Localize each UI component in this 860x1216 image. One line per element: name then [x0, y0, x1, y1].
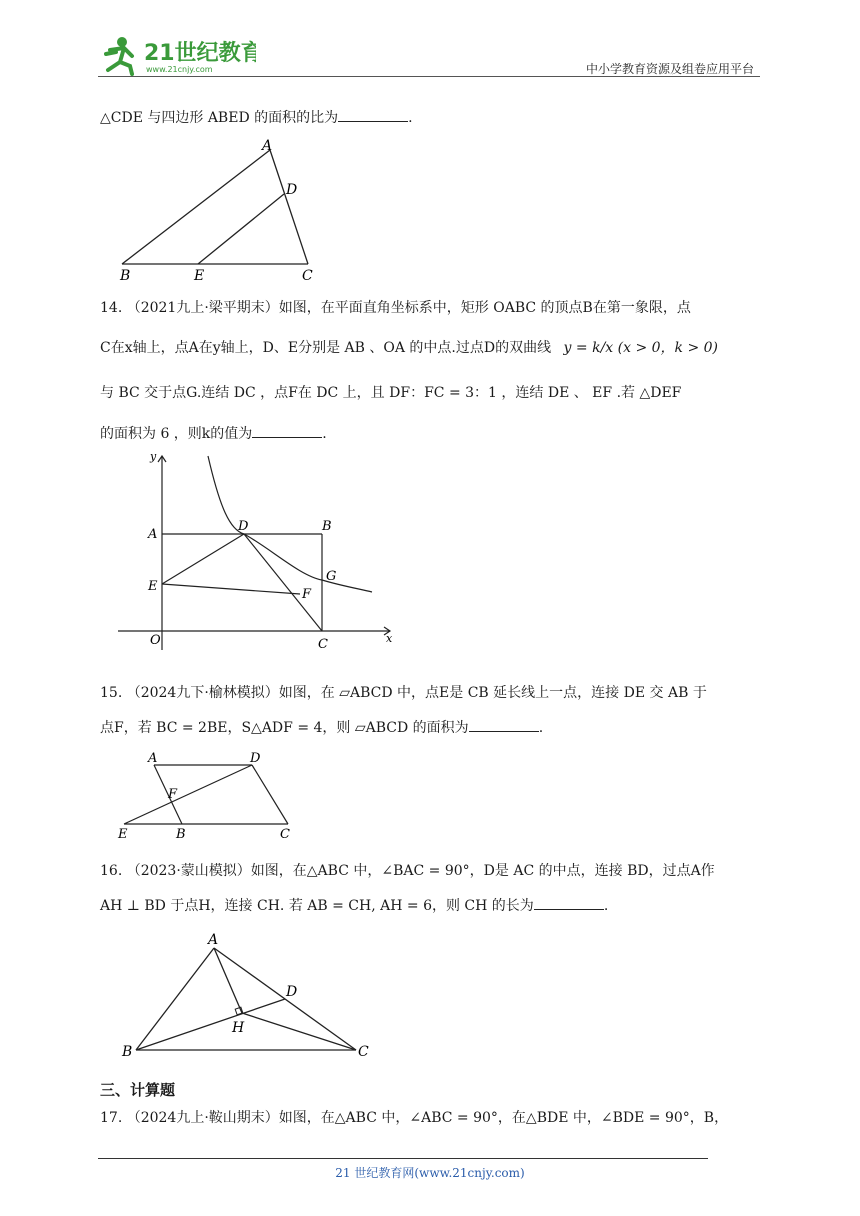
q14-end: . [322, 426, 327, 442]
logo-text: 21世纪教育 [144, 41, 256, 66]
q14-line4-wrap [100, 423, 760, 444]
q16-line2: AH ⊥ BD 于点H，连接 CH. 若 AB = CH, AH = 6，则 CH 的长为 [100, 898, 534, 914]
q16-line1: 16. （2023·蒙山模拟）如图，在△ABC 中，∠BAC = 90°，D是 AC 的中点，连接 BD，过点A作 [100, 863, 715, 879]
q14-line2 [100, 338, 760, 358]
q13-end: . [408, 110, 413, 126]
q13-line1: △CDE 与四边形 ABED 的面积的比为 [100, 110, 339, 126]
q15-line1: 15. （2024九下·榆林模拟）如图，在 ▱ABCD 中，点E是 CB 延长线上一点，连接 DE 交 AB 于 [100, 685, 707, 701]
answer-blank[interactable] [469, 717, 539, 732]
label-B: B [122, 1044, 133, 1060]
label-E: E [118, 827, 128, 842]
header-divider [98, 76, 760, 77]
q14-formula: y = k/x (x > 0，k > 0) [563, 340, 719, 356]
q14-line4: 的面积为 6 ，则k的值为 [100, 426, 253, 442]
label-E: E [194, 268, 205, 284]
footer-text[interactable]: 21 世纪教育网(www.21cnjy.com) [335, 1166, 525, 1180]
label-A: A [262, 138, 273, 154]
label-A: A [148, 751, 158, 766]
label-C: C [358, 1044, 369, 1060]
logo-url: www.21cnjy.com [146, 65, 213, 74]
label-C: C [280, 827, 290, 842]
label-E: E [148, 579, 158, 594]
figure-q15 [110, 748, 310, 843]
site-logo [96, 32, 256, 76]
figure-q14 [110, 448, 400, 658]
label-x: x [386, 632, 393, 645]
label-y: y [150, 450, 157, 463]
label-G: G [326, 569, 337, 584]
q15-end: . [538, 720, 544, 736]
figure-q13 [110, 136, 340, 286]
q17-line1: 17. （2024九上·鞍山期末）如图，在△ABC 中，∠ABC = 90°，在△BDE 中，∠BDE = 90°，B， [100, 1110, 729, 1126]
label-O: O [150, 633, 161, 648]
label-C: C [318, 637, 328, 652]
label-H: H [232, 1020, 245, 1036]
q15-line2-wrap [100, 717, 760, 738]
q16-end: . [603, 898, 609, 914]
answer-blank[interactable] [252, 423, 322, 438]
section-title: 三、计算题 [100, 1081, 176, 1099]
label-D: D [250, 751, 261, 766]
label-A: A [208, 932, 219, 948]
label-D: D [286, 182, 298, 198]
label-B: B [120, 268, 131, 284]
label-D: D [286, 984, 298, 1000]
label-F: F [302, 587, 312, 602]
q16-line2-wrap [100, 895, 760, 916]
answer-blank[interactable] [338, 107, 408, 122]
q14-line2a: C在x轴上，点A在y轴上，D、E分别是 AB 、OA 的中点.过点D的双曲线 [100, 340, 552, 356]
figure-q16 [110, 928, 380, 1063]
platform-name: 中小学教育资源及组卷应用平台 [585, 62, 754, 76]
label-F: F [168, 787, 178, 802]
q15-line2: 点F，若 BC = 2BE，S△ADF = 4，则 ▱ABCD 的面积为 [100, 720, 469, 736]
footer-divider [98, 1158, 708, 1159]
runner-logo-icon [96, 32, 256, 76]
answer-blank[interactable] [534, 895, 604, 910]
label-D: D [238, 519, 249, 534]
q14-line1: 14. （2021九上·梁平期末）如图，在平面直角坐标系中，矩形 OABC 的顶点B在第一象限，点 [100, 300, 691, 316]
label-A: A [148, 527, 158, 542]
q13-text [100, 107, 760, 128]
label-B: B [322, 519, 332, 534]
label-C: C [302, 268, 313, 284]
label-B: B [176, 827, 186, 842]
q14-line3: 与 BC 交于点G.连结 DC ，点F在 DC 上，且 DF：FC = 3：1 ，连结 DE 、 EF .若 △DEF [100, 385, 682, 401]
